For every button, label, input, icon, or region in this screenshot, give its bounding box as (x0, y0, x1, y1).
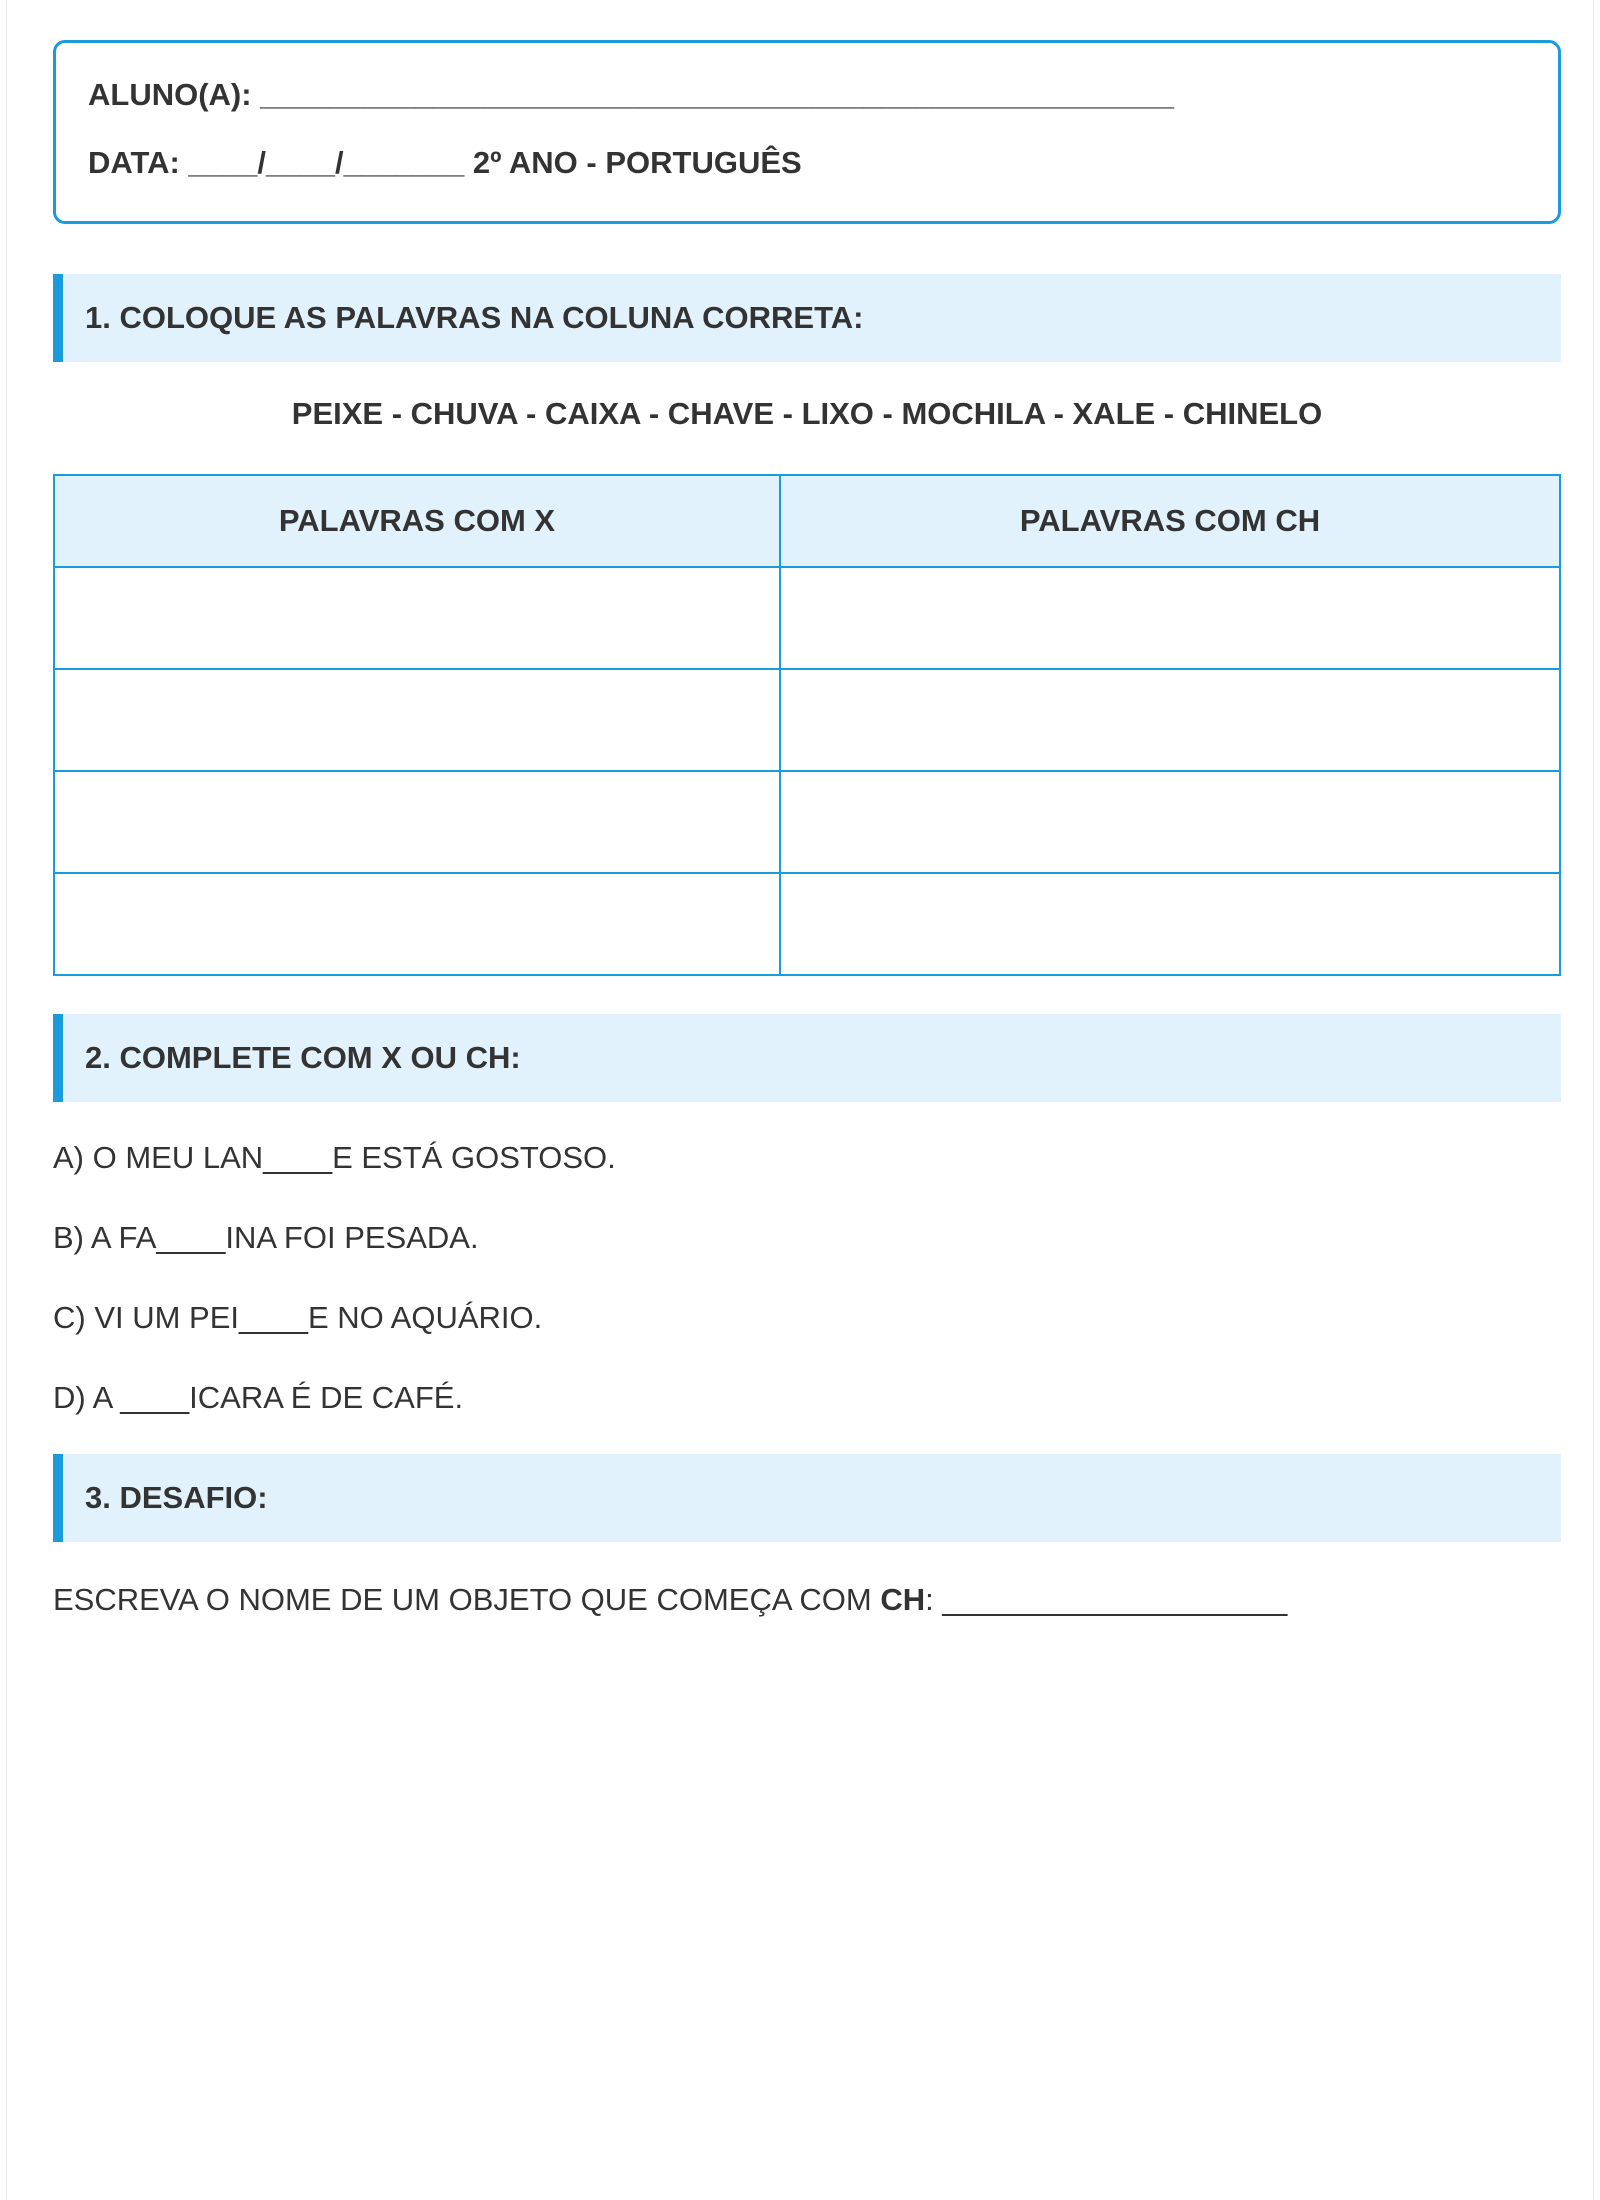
column-header-x: PALAVRAS COM X (54, 475, 780, 567)
challenge-highlight: CH (880, 1582, 926, 1617)
answer-cell-ch[interactable] (780, 771, 1560, 873)
table-row (54, 771, 1560, 873)
column-header-ch: PALAVRAS COM CH (780, 475, 1560, 567)
exercise-item-a[interactable]: A) O MEU LAN____E ESTÁ GOSTOSO. (53, 1140, 616, 1175)
date-grade-line[interactable]: DATA: ____/____/_______ 2º ANO - PORTUGUÊS (88, 145, 802, 180)
answer-cell-ch[interactable] (780, 669, 1560, 771)
answer-cell-x[interactable] (54, 669, 780, 771)
answer-cell-x[interactable] (54, 873, 780, 975)
exercise-item-c[interactable]: C) VI UM PEI____E NO AQUÁRIO. (53, 1300, 543, 1335)
word-list: PEIXE - CHUVA - CAIXA - CHAVE - LIXO - MOCHILA - XALE - CHINELO (291, 396, 1323, 431)
student-info-box (53, 40, 1561, 224)
section-3-title: 3. DESAFIO: (53, 1454, 1561, 1542)
student-name-line[interactable]: ALUNO(A): _____________________________________________________ (88, 77, 1174, 112)
table-header-row (54, 475, 1560, 567)
word-sort-table (53, 474, 1561, 976)
answer-cell-x[interactable] (54, 567, 780, 669)
challenge-answer-line[interactable]: : ____________________ (925, 1582, 1288, 1617)
challenge-prompt[interactable] (53, 1582, 1287, 1618)
answer-cell-ch[interactable] (780, 873, 1560, 975)
section-1-title: 1. COLOQUE AS PALAVRAS NA COLUNA CORRETA: (53, 274, 1561, 362)
section-2-title: 2. COMPLETE COM X OU CH: (53, 1014, 1561, 1102)
answer-cell-x[interactable] (54, 771, 780, 873)
table-row (54, 669, 1560, 771)
exercise-item-b[interactable]: B) A FA____INA FOI PESADA. (53, 1220, 479, 1255)
table-row (54, 873, 1560, 975)
challenge-text: ESCREVA O NOME DE UM OBJETO QUE COMEÇA COM (53, 1582, 881, 1617)
table-row (54, 567, 1560, 669)
answer-cell-ch[interactable] (780, 567, 1560, 669)
exercise-item-d[interactable]: D) A ____ICARA É DE CAFÉ. (53, 1380, 464, 1415)
worksheet-page (6, 0, 1594, 2200)
